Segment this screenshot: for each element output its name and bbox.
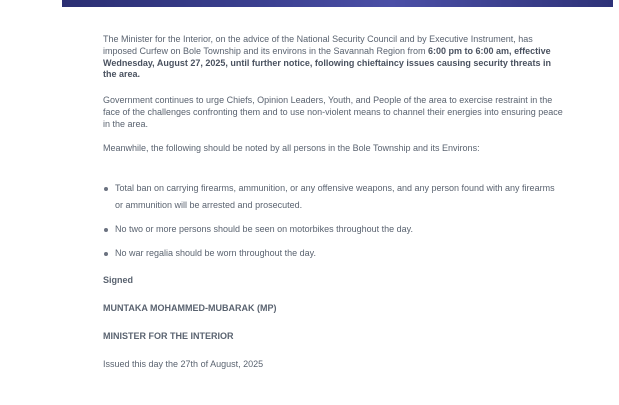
header-image-strip: [62, 0, 613, 7]
list-item: No war regalia should be worn throughout the day.: [115, 245, 565, 262]
restrictions-list: [103, 180, 565, 262]
issued-date: Issued this day the 27th of August, 2025: [103, 359, 264, 370]
press-release-body: [103, 34, 565, 370]
curfew-announcement-paragraph: [103, 34, 565, 81]
announcement-bold-text: 6:00 pm to 6:00 am, effective Wednesday, August 27, 2025, until further notice, following chieftaincy issues causing security threats in the area.: [103, 45, 551, 80]
notice-intro-paragraph: Meanwhile, the following should be noted by all persons in the Bole Township and its Environs:: [103, 142, 480, 153]
signatory-title: MINISTER FOR THE INTERIOR: [103, 331, 234, 342]
signed-label: Signed: [103, 275, 134, 286]
list-item: Total ban on carrying firearms, ammunition, or any offensive weapons, and any person found with any firearms or ammunition will be arrested and prosecuted.: [115, 180, 565, 214]
list-item: No two or more persons should be seen on motorbikes throughout the day.: [115, 221, 565, 238]
announcement-text: The Minister for the Interior, on the advice of the National Security Council and by Executive Instrument, has imposed Curfew on Bole Township and its environs in the Savannah Region from: [103, 34, 533, 56]
government-appeal-paragraph: Government continues to urge Chiefs, Opinion Leaders, Youth, and People of the area to exercise restraint in the face of the challenges confronting them and to use non-violent means to channel their energies into ensuring peace in the area.: [103, 95, 563, 129]
signatory-name: MUNTAKA MOHAMMED-MUBARAK (MP): [103, 303, 277, 314]
